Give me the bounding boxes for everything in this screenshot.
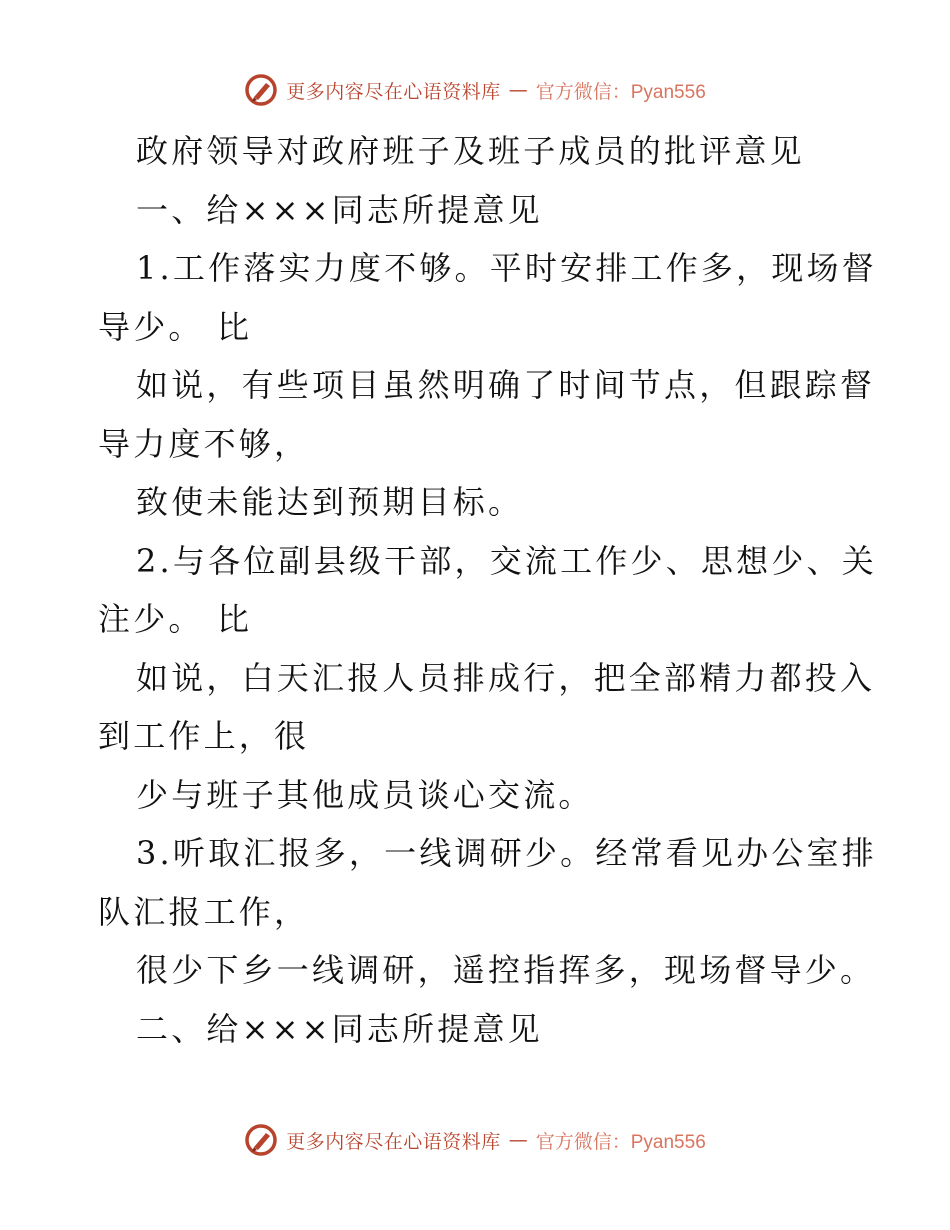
paragraph-line: 少与班子其他成员谈心交流。 bbox=[136, 775, 594, 814]
paragraph-line: 如说，白天汇报人员排成行，把全部精力都投入 bbox=[136, 658, 876, 697]
paragraph-line: 1.工作落实力度不够。平时安排工作多，现场督 bbox=[136, 249, 877, 287]
paragraph-line: 3.听取汇报多，一线调研少。经常看见办公室排 bbox=[136, 834, 877, 872]
paragraph-line: 注少。 比 bbox=[98, 600, 253, 638]
pen-circle-logo-icon bbox=[244, 73, 278, 107]
paragraph-line: 到工作上，很 bbox=[98, 717, 310, 755]
watermark-separator: — bbox=[508, 1129, 528, 1151]
paragraph-line: 2.与各位副县级干部，交流工作少、思想少、关 bbox=[136, 541, 877, 580]
watermark-separator: — bbox=[508, 79, 528, 101]
paragraph-line: 如说，有些项目虽然明确了时间节点，但跟踪督 bbox=[136, 366, 876, 404]
paragraph-line: 很少下乡一线调研，遥控指挥多，现场督导少。 bbox=[136, 951, 876, 989]
header-watermark bbox=[0, 70, 950, 110]
document-title: 政府领导对政府班子及班子成员的批评意见 bbox=[136, 132, 805, 170]
watermark-site-text: 更多内容尽在心语资料库 bbox=[286, 1130, 501, 1153]
watermark-wechat-text: 官方微信：Pyan556 bbox=[535, 81, 706, 103]
paragraph-line: 致使未能达到预期目标。 bbox=[136, 483, 524, 521]
pen-circle-logo-icon bbox=[244, 1123, 278, 1157]
watermark-site-text: 更多内容尽在心语资料库 bbox=[286, 80, 501, 103]
watermark-wechat-text: 官方微信：Pyan556 bbox=[535, 1131, 706, 1153]
footer-watermark bbox=[0, 1120, 950, 1160]
paragraph-line: 导力度不够， bbox=[98, 424, 310, 463]
document-body bbox=[98, 122, 877, 1058]
paragraph-line: 队汇报工作， bbox=[98, 892, 310, 931]
paragraph-line: 导少。 比 bbox=[98, 307, 253, 346]
section-heading: 二、给×××同志所提意见 bbox=[136, 1009, 543, 1048]
section-heading: 一、给×××同志所提意见 bbox=[136, 190, 543, 229]
